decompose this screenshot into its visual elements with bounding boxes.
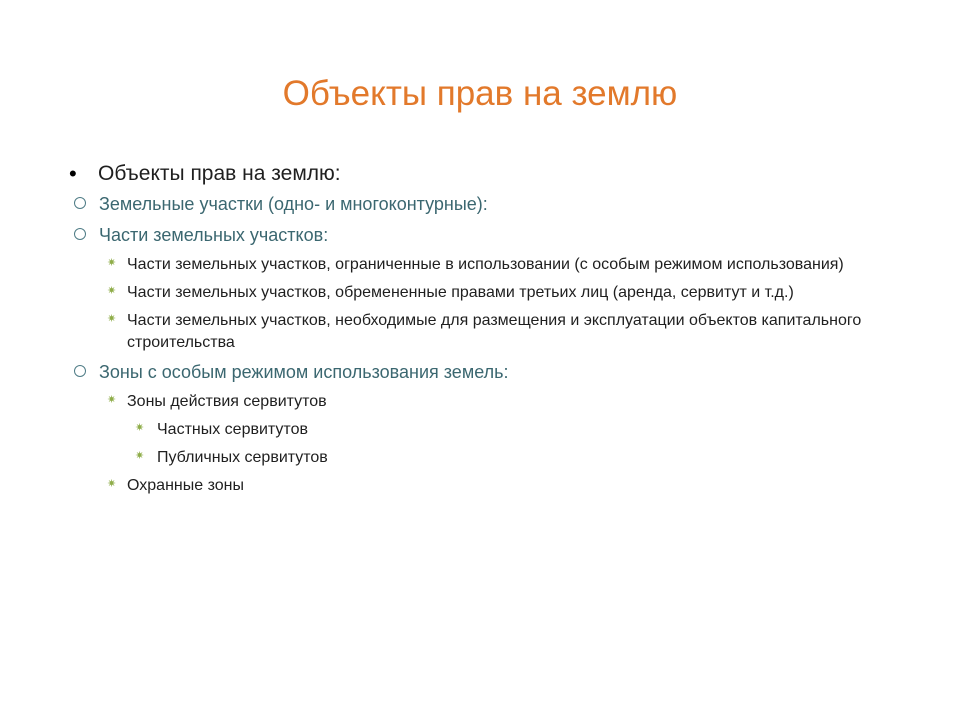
bullet-list (0, 160, 960, 503)
star-bullet-icon: ✷ (107, 257, 117, 269)
star-bullet-icon: ✷ (135, 450, 145, 462)
hollow-circle-icon (74, 228, 86, 240)
star-bullet-icon: ✷ (135, 422, 145, 434)
list-item-level3 (0, 310, 960, 354)
list-item-text: Охранные зоны (127, 477, 244, 494)
star-bullet-icon: ✷ (107, 478, 117, 490)
list-item-text: Части земельных участков: (99, 225, 329, 245)
list-item-level2 (0, 223, 960, 247)
list-item-level3 (0, 282, 960, 304)
list-item-text: Части земельных участков, необходимые для размещения и эксплуатации объектов капитального строительства (127, 312, 862, 351)
list-item-level2 (0, 360, 960, 384)
list-item-text: Зоны действия сервитутов (127, 393, 327, 410)
list-item-level4 (0, 447, 960, 469)
list-item-text: Части земельных участков, ограниченные в использовании (с особым режимом использования) (127, 256, 844, 273)
list-item-level3 (0, 254, 960, 276)
list-item-text: Зоны с особым режимом использования земель: (99, 362, 509, 382)
hollow-circle-icon (74, 197, 86, 209)
list-item-text: Части земельных участков, обремененные правами третьих лиц (аренда, сервитут и т.д.) (127, 284, 794, 301)
list-item-text: Земельные участки (одно- и многоконтурные): (99, 194, 488, 214)
list-item-level3 (0, 475, 960, 497)
star-bullet-icon: ✷ (107, 394, 117, 406)
hollow-circle-icon (74, 365, 86, 377)
list-item-text: Частных сервитутов (157, 421, 308, 438)
list-item-level3 (0, 391, 960, 413)
list-item-level4 (0, 419, 960, 441)
star-bullet-icon: ✷ (107, 313, 117, 325)
star-bullet-icon: ✷ (107, 285, 117, 297)
filled-dot-icon: • (69, 161, 77, 186)
list-item-text: Публичных сервитутов (157, 449, 328, 466)
list-item-level2 (0, 192, 960, 216)
list-item-text: Объекты прав на землю: (98, 162, 341, 185)
slide-title: Объекты прав на землю (282, 74, 678, 113)
list-item-level1 (0, 160, 960, 188)
